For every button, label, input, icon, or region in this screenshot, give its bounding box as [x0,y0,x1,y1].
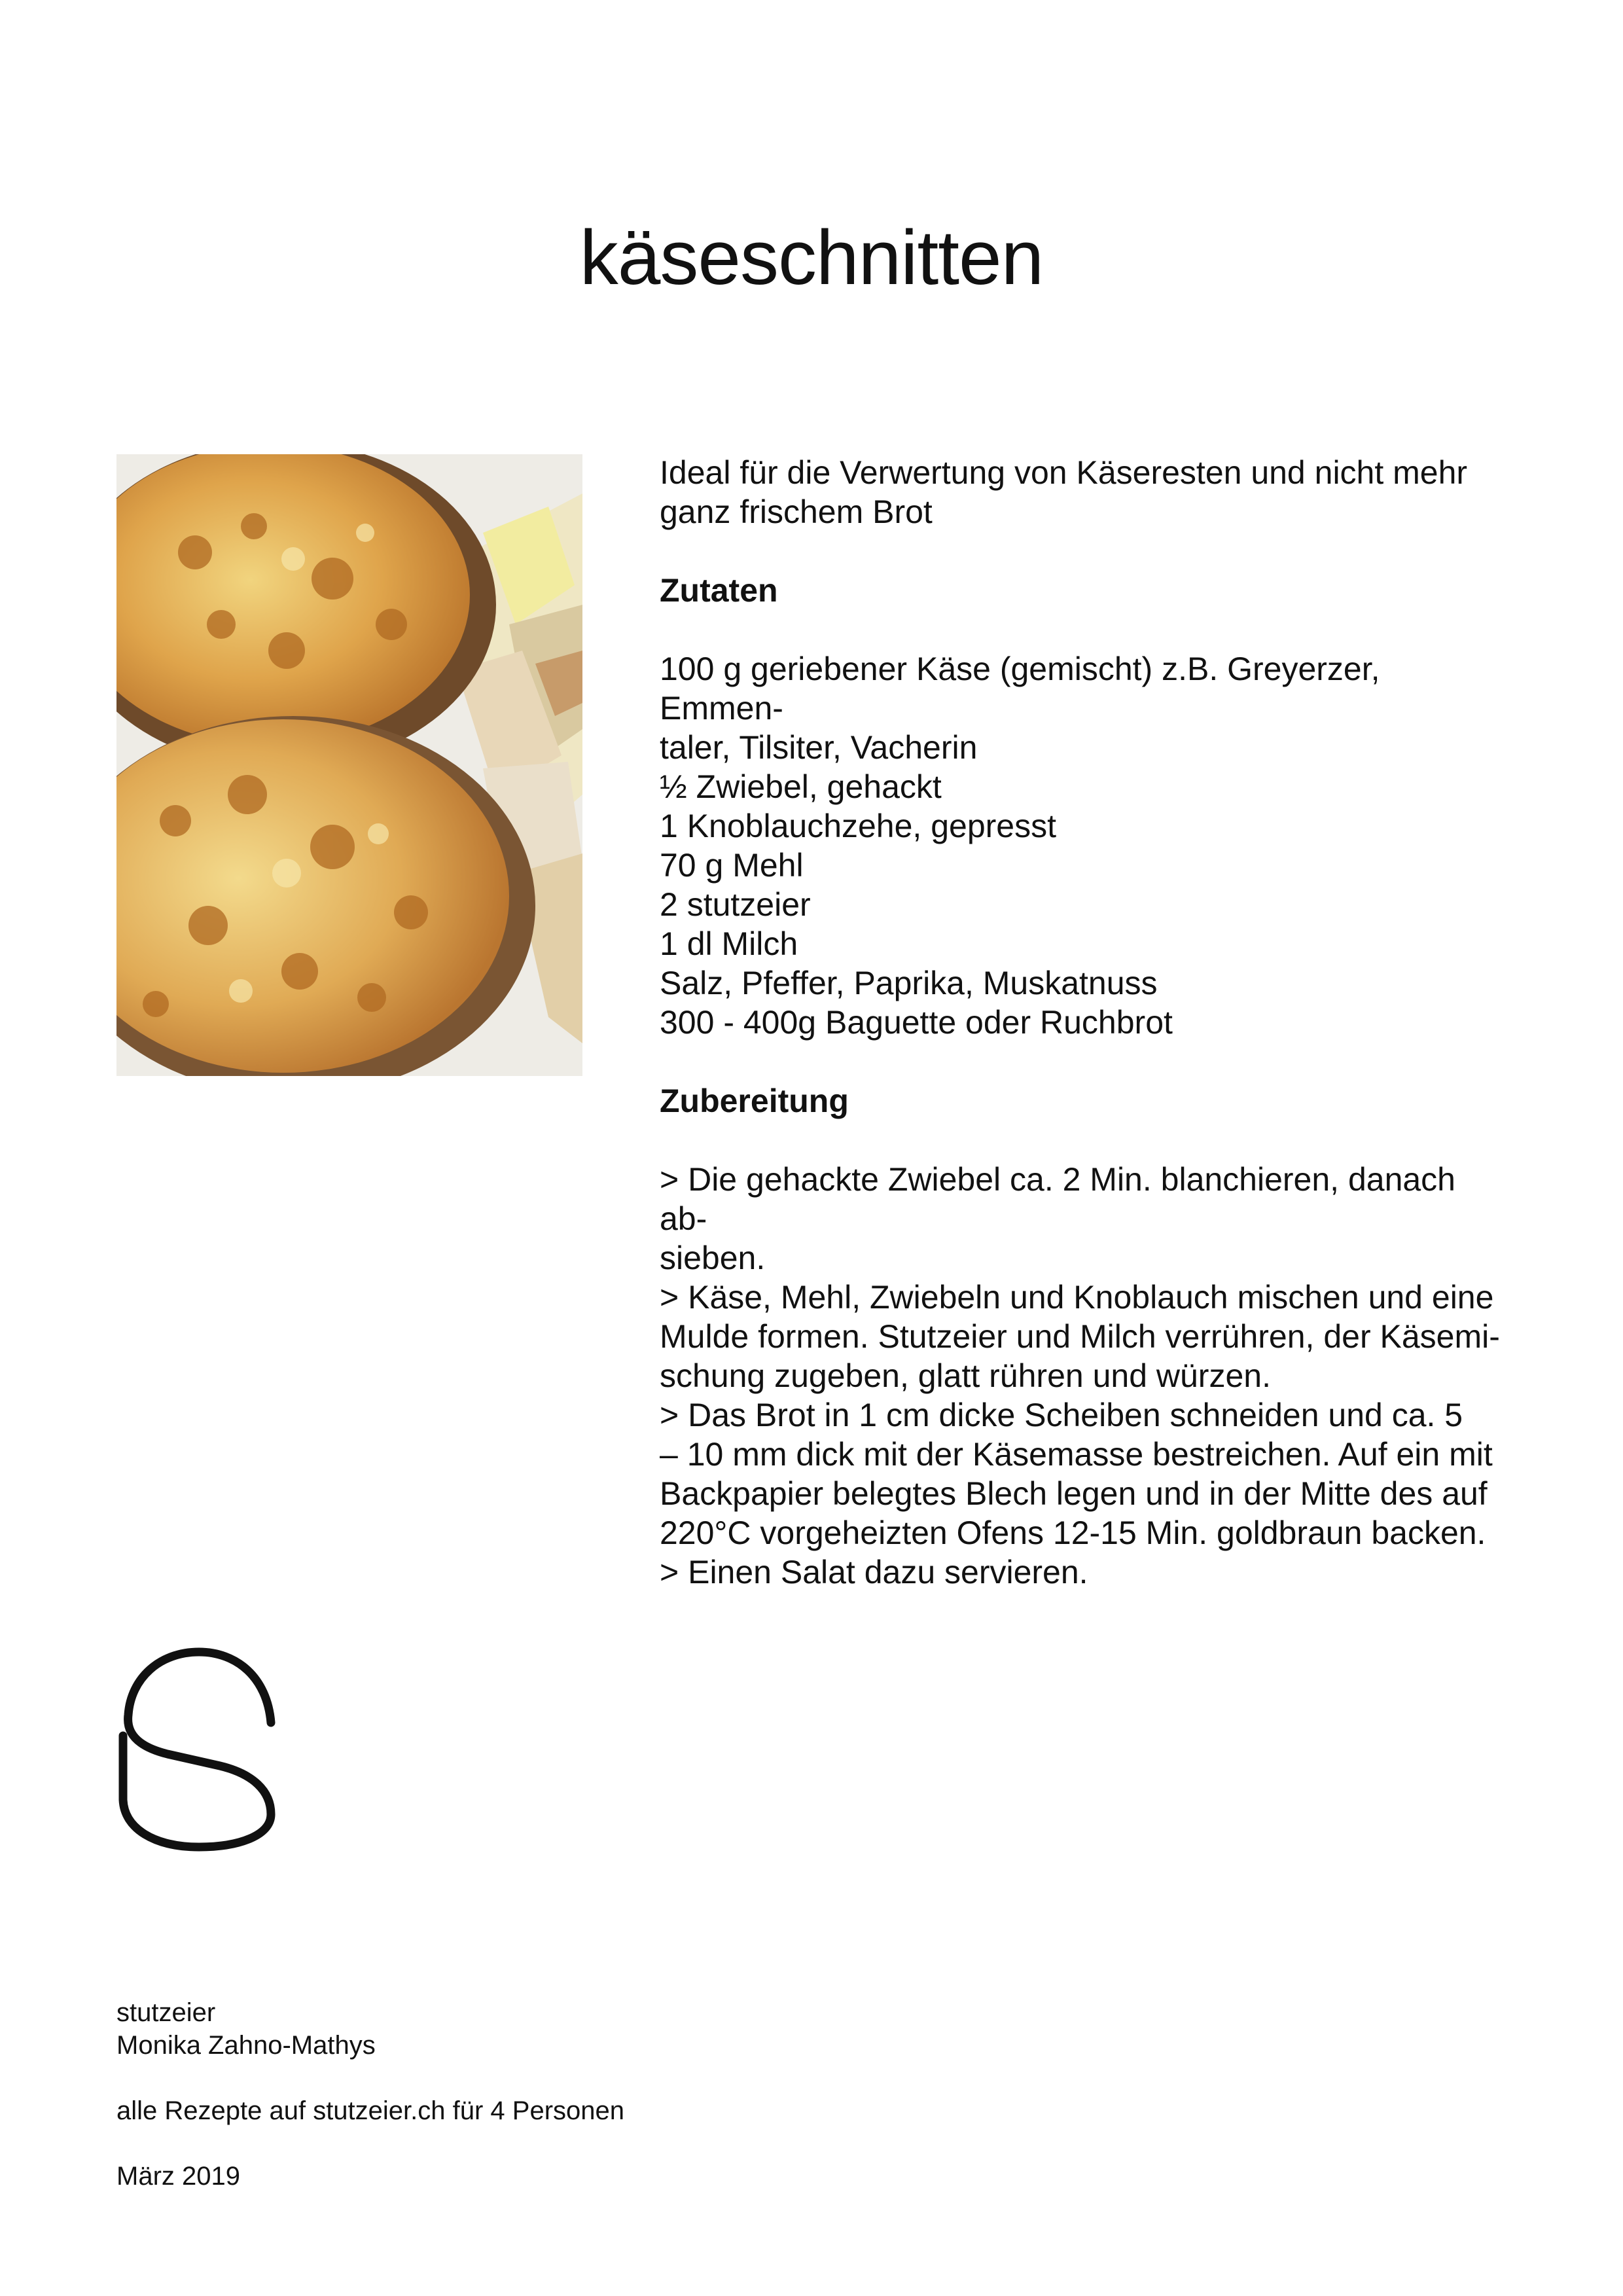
intro-line: ganz frischem Brot [660,493,933,530]
recipe-content [660,453,1504,1592]
recipe-photo [116,454,582,1076]
ingredient-line: taler, Tilsiter, Vacherin [660,729,978,766]
preparation-line: > Das Brot in 1 cm dicke Scheiben schneiden und ca. 5 [660,1397,1463,1433]
ingredients-heading: Zutaten [660,572,778,609]
preparation-line: Backpapier belegtes Blech legen und in der Mitte des auf [660,1475,1488,1512]
preparation-line: > Die gehackte Zwiebel ca. 2 Min. blanchieren, danach ab- [660,1161,1455,1237]
preparation-line: 220°C vorgeheizten Ofens 12-15 Min. goldbraun backen. [660,1515,1486,1551]
preparation-line: > Käse, Mehl, Zwiebeln und Knoblauch mischen und eine [660,1279,1494,1316]
cheese-toast-image [116,454,582,1076]
ingredient-line: 100 g geriebener Käse (gemischt) z.B. Greyerzer, Emmen- [660,651,1380,726]
intro-line: Ideal für die Verwertung von Käseresten und nicht mehr [660,454,1468,491]
ingredient-line: 2 stutzeier [660,886,811,923]
preparation-line: – 10 mm dick mit der Käsemasse bestreichen. Auf ein mit [660,1436,1493,1473]
preparation-line: Mulde formen. Stutzeier und Milch verrühren, der Käsemi- [660,1318,1500,1355]
stutzeier-s-logo-icon [115,1644,279,1854]
preparation-line: > Einen Salat dazu servieren. [660,1554,1088,1590]
footer-author: Monika Zahno-Mathys [116,2031,376,2060]
recipe-title: käseschnitten [579,215,1044,301]
ingredient-line: 300 - 400g Baguette oder Ruchbrot [660,1004,1173,1041]
ingredient-line: 70 g Mehl [660,847,804,884]
preparation-line: schung zugeben, glatt rühren und würzen. [660,1357,1271,1394]
footer-brand: stutzeier [116,1998,216,2027]
ingredient-line: 1 Knoblauchzehe, gepresst [660,808,1056,844]
preparation-line: sieben. [660,1240,766,1276]
footer [116,1996,1033,2193]
footer-date: März 2019 [116,2162,240,2191]
footer-note: alle Rezepte auf stutzeier.ch für 4 Personen [116,2096,625,2125]
preparation-heading: Zubereitung [660,1083,849,1119]
ingredient-line: Salz, Pfeffer, Paprika, Muskatnuss [660,965,1158,1001]
ingredient-line: ½ Zwiebel, gehackt [660,768,942,805]
ingredient-line: 1 dl Milch [660,925,798,962]
